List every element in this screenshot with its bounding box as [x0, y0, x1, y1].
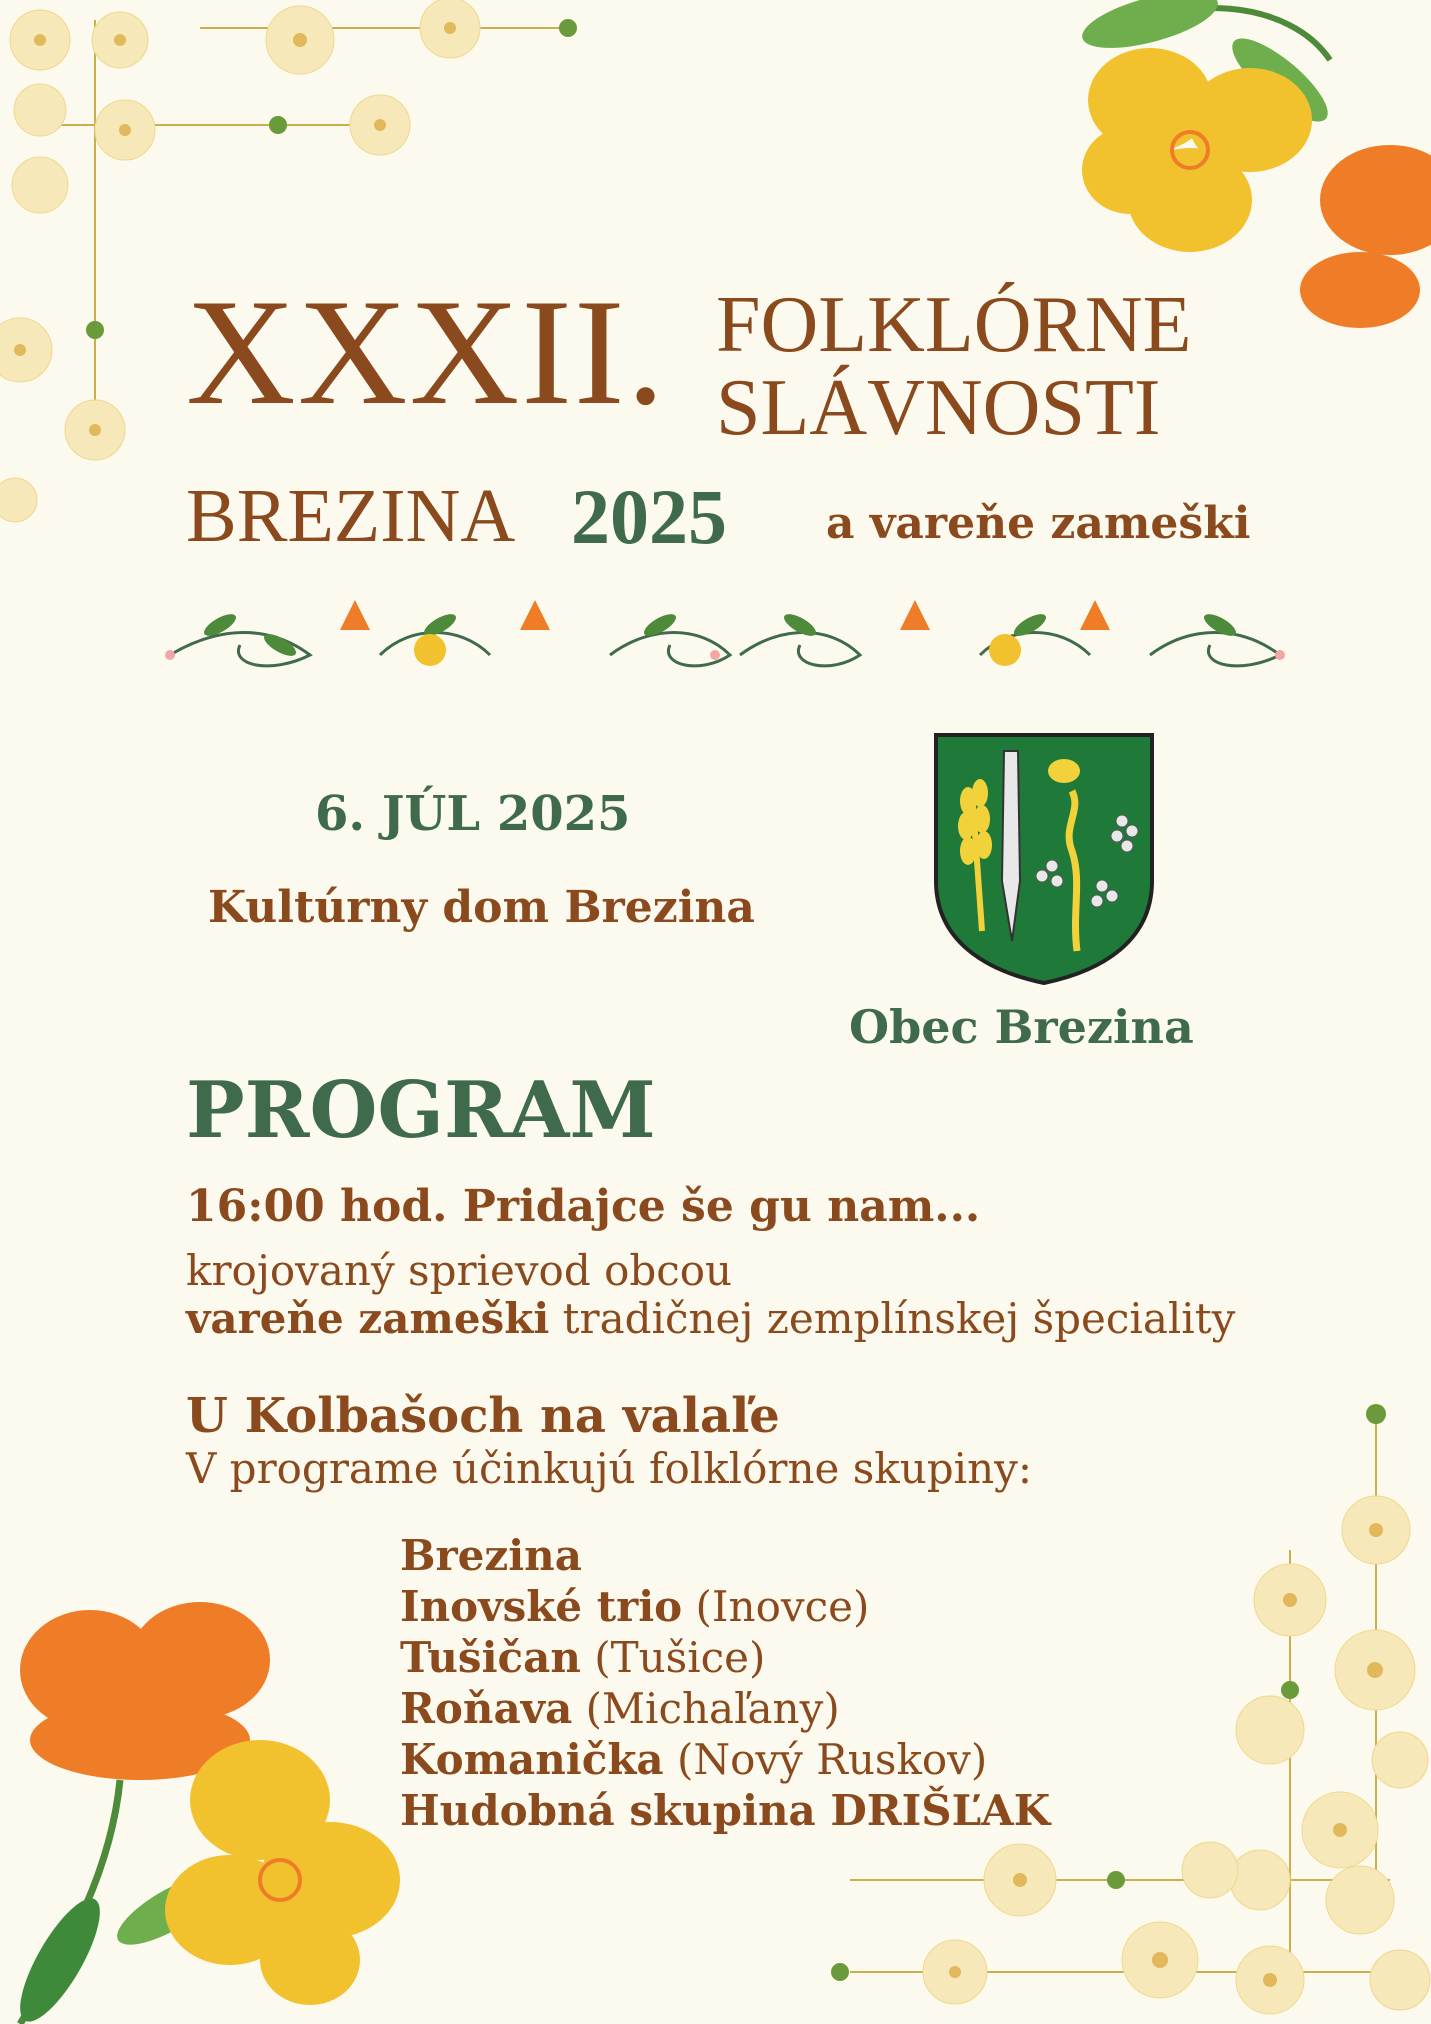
- year: 2025: [571, 473, 727, 560]
- title-line-2: SLÁVNOSTI: [716, 364, 1161, 452]
- program-heading: PROGRAM: [186, 1065, 656, 1156]
- list-item: Inovské trio (Inovce): [400, 1582, 870, 1631]
- list-item: Komanička (Nový Ruskov): [400, 1735, 988, 1784]
- place-name: BREZINA: [186, 474, 516, 558]
- program-line-procession: krojovaný sprievod obcou: [186, 1246, 733, 1295]
- bottom-left-floral-decoration: [0, 1580, 420, 2024]
- list-item: Roňava (Michaľany): [400, 1684, 840, 1733]
- list-item: Brezina: [400, 1531, 582, 1580]
- subtitle: a vareňe zameški: [826, 498, 1251, 549]
- title-line-1: FOLKLÓRNE: [716, 281, 1192, 369]
- food-description: tradičnej zemplínskej špeciality: [549, 1294, 1236, 1343]
- groups-intro: V programe účinkujú folklórne skupiny:: [186, 1444, 1033, 1493]
- section-title: U Kolbašoch na valaľe: [186, 1388, 780, 1444]
- municipality-name: Obec Brezina: [849, 1000, 1194, 1054]
- program-time-line: 16:00 hod. Pridajce še gu nam...: [186, 1181, 981, 1232]
- list-item: Tušičan (Tušice): [400, 1633, 766, 1682]
- edition-number: XXXII.: [186, 268, 667, 436]
- folk-ornament-icon: [160, 585, 1290, 685]
- program-line-food: [186, 1294, 1236, 1343]
- list-item: Hudobná skupina DRIŠĽAK: [400, 1786, 1051, 1835]
- performer-list: [400, 1530, 1050, 1836]
- event-date: 6. JÚL 2025: [315, 786, 631, 842]
- event-venue: Kultúrny dom Brezina: [208, 882, 755, 933]
- coat-of-arms-icon: [932, 731, 1156, 987]
- food-name: vareňe zameški: [186, 1294, 550, 1343]
